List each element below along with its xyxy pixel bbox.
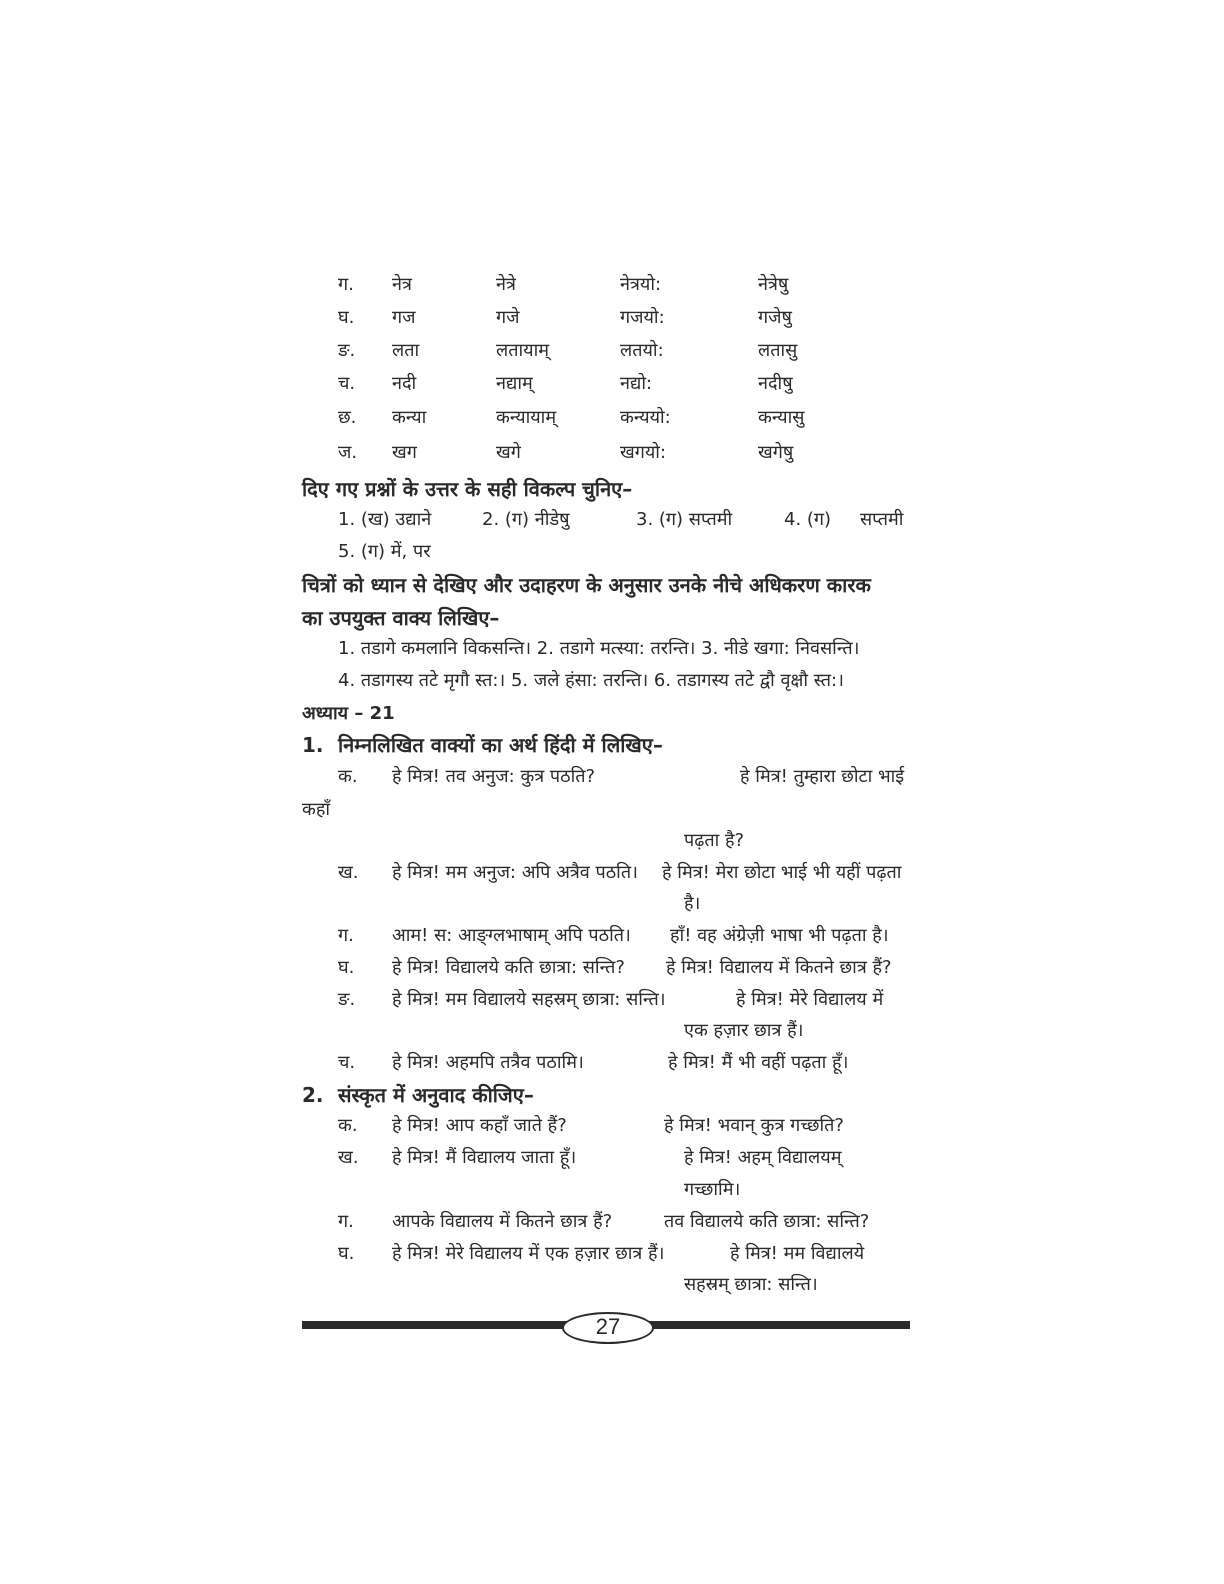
mcq-answer-1: 1. (ख) उद्याने (338, 509, 432, 530)
q2-kha-sanskrit-cont: गच्छामि। (684, 1179, 741, 1200)
decl-stem: गज (392, 307, 416, 328)
decl-singular: कन्यायाम् (496, 407, 557, 428)
mcq-heading: दिए गए प्रश्नों के उत्तर के सही विकल्प चुनिए– (302, 477, 633, 501)
q2-gha-sanskrit: हे मित्र! मम विद्यालये (730, 1243, 865, 1264)
q1-ka-hindi: हे मित्र! तुम्हारा छोटा भाई (740, 766, 905, 787)
q2-kha-sanskrit: हे मित्र! अहम् विद्यालयम् (684, 1147, 842, 1168)
decl-plural: नदीषु (758, 373, 793, 394)
pictures-heading-line-1: चित्रों को ध्यान से देखिए और उदाहरण के अनुसार उनके नीचे अधिकरण कारक (302, 573, 871, 597)
q1-gha-sanskrit: हे मित्र! विद्यालये कति छात्रा: सन्ति? (392, 957, 625, 978)
page-number: 27 (595, 1314, 621, 1339)
q2-gha-hindi: हे मित्र! मेरे विद्यालय में एक हज़ार छात्र हैं। (392, 1243, 665, 1264)
q1-ka-hindi-wrap: कहाँ (302, 799, 331, 820)
decl-singular: नद्याम् (496, 373, 533, 394)
decl-plural: लतासु (758, 340, 798, 361)
q2-ga-label: ग. (338, 1211, 354, 1232)
q1-gha-hindi: हे मित्र! विद्यालय में कितने छात्र हैं? (666, 957, 892, 978)
decl-plural: खगेषु (758, 442, 794, 463)
decl-dual: कन्ययो: (620, 407, 671, 428)
decl-plural: नेत्रेषु (758, 274, 789, 295)
decl-plural: कन्यासु (758, 407, 805, 428)
decl-dual: नेत्रयो: (620, 274, 662, 295)
pictures-answer-line-2: 4. तडागस्य तटे मृगौ स्त:। 5. जले हंसा: तरन्ति। 6. तडागस्य तटे द्वौ वृक्षौ स्त:। (338, 670, 844, 691)
decl-singular: गजे (496, 307, 520, 328)
mcq-answer-4-number: 4. (ग) (784, 509, 832, 530)
q2-ka-label: क. (338, 1115, 358, 1136)
decl-stem: खग (392, 442, 417, 463)
q1-kha-sanskrit: हे मित्र! मम अनुज: अपि अत्रैव पठति। (392, 862, 638, 883)
q2-ga-sanskrit: तव विद्यालये कति छात्रा: सन्ति? (664, 1211, 870, 1232)
pictures-answer-line-1: 1. तडागे कमलानि विकसन्ति। 2. तडागे मत्स्या: तरन्ति। 3. नीडे खगा: निवसन्ति। (338, 638, 860, 659)
q2-gha-label: घ. (338, 1243, 355, 1264)
q2-kha-label: ख. (338, 1147, 359, 1168)
mcq-answer-3: 3. (ग) सप्तमी (636, 509, 733, 530)
decl-dual: नद्यो: (620, 373, 653, 394)
q2-ka-hindi: हे मित्र! आप कहाँ जाते हैं? (392, 1115, 567, 1136)
q1-ka-label: क. (338, 766, 358, 787)
q1-ka-sanskrit: हे मित्र! तव अनुज: कुत्र पठति? (392, 766, 596, 787)
q2-heading: संस्कृत में अनुवाद कीजिए– (338, 1083, 534, 1107)
decl-row-label: ङ. (338, 340, 356, 361)
q1-kha-label: ख. (338, 862, 359, 883)
mcq-answer-2: 2. (ग) नीडेषु (482, 509, 570, 530)
mcq-answer-5: 5. (ग) में, पर (338, 541, 431, 562)
q2-ga-hindi: आपके विद्यालय में कितने छात्र हैं? (392, 1211, 613, 1232)
q2-ka-sanskrit: हे मित्र! भवान् कुत्र गच्छति? (664, 1115, 844, 1136)
decl-dual: गजयो: (620, 307, 665, 328)
decl-dual: खगयो: (620, 442, 667, 463)
decl-row-label: छ. (338, 407, 357, 428)
decl-row-label: घ. (338, 307, 355, 328)
decl-row-label: च. (338, 373, 356, 394)
q1-nga-hindi-cont: एक हज़ार छात्र हैं। (684, 1020, 804, 1041)
q2-gha-sanskrit-cont: सहस्रम् छात्रा: सन्ति। (684, 1274, 818, 1295)
decl-singular: लतायाम् (496, 340, 549, 361)
q1-kha-hindi-cont: है। (684, 893, 701, 914)
q1-gha-label: घ. (338, 957, 355, 978)
q1-ga-label: ग. (338, 925, 354, 946)
q1-ga-sanskrit: आम! स: आङ्ग्लभाषाम् अपि पठति। (392, 925, 631, 946)
q1-cha-sanskrit: हे मित्र! अहमपि तत्रैव पठामि। (392, 1052, 584, 1073)
chapter-title: अध्याय – 21 (302, 703, 395, 724)
q1-nga-sanskrit: हे मित्र! मम विद्यालये सहस्रम् छात्रा: सन्ति। (392, 989, 666, 1010)
pictures-heading-line-2: का उपयुक्त वाक्य लिखिए– (302, 606, 500, 630)
decl-stem: लता (392, 340, 420, 361)
decl-stem: नदी (392, 373, 417, 394)
mcq-answer-4-text: सप्तमी (860, 509, 904, 530)
q1-nga-label: ङ. (338, 989, 356, 1010)
decl-dual: लतयो: (620, 340, 664, 361)
decl-stem: कन्या (392, 407, 427, 428)
q1-number: 1. (302, 733, 324, 757)
q2-number: 2. (302, 1083, 324, 1107)
decl-row-label: ज. (338, 442, 358, 463)
q1-cha-label: च. (338, 1052, 356, 1073)
q1-ga-hindi: हाँ! वह अंग्रेज़ी भाषा भी पढ़ता है। (670, 925, 889, 946)
q1-nga-hindi: हे मित्र! मेरे विद्यालय में (736, 989, 884, 1010)
q1-cha-hindi: हे मित्र! मैं भी वहीं पढ़ता हूँ। (668, 1052, 849, 1073)
decl-singular: नेत्रे (496, 274, 516, 295)
decl-plural: गजेषु (758, 307, 792, 328)
decl-row-label: ग. (338, 274, 354, 295)
decl-singular: खगे (496, 442, 521, 463)
q1-kha-hindi: हे मित्र! मेरा छोटा भाई भी यहीं पढ़ता (662, 862, 902, 883)
q2-kha-hindi: हे मित्र! मैं विद्यालय जाता हूँ। (392, 1147, 577, 1168)
q1-ka-hindi-cont: पढ़ता है? (684, 830, 745, 851)
q1-heading: निम्नलिखित वाक्यों का अर्थ हिंदी में लिखिए– (338, 733, 663, 757)
decl-stem: नेत्र (392, 274, 412, 295)
